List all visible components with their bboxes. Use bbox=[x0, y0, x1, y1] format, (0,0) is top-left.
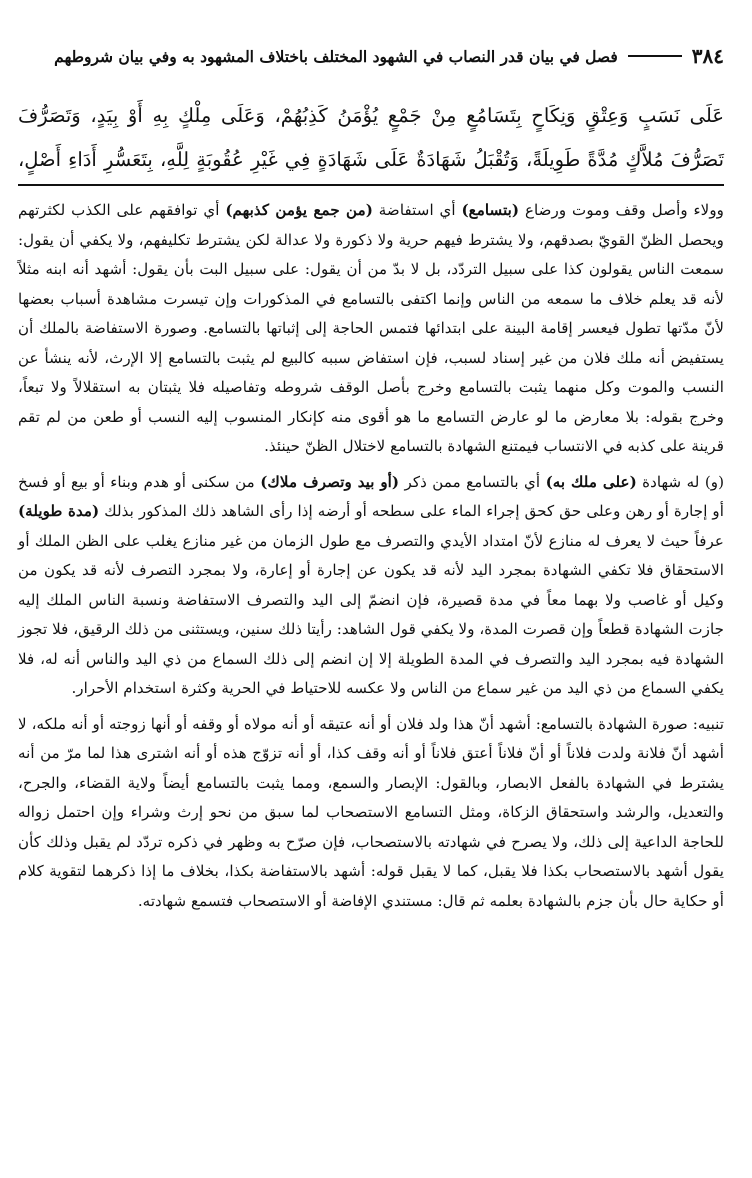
matn-quote: (من جمع يؤمن كذبهم) bbox=[225, 201, 373, 219]
book-page bbox=[18, 0, 724, 1178]
matn-line: تَصَرُّفَ مُلاَّكٍ مُدَّةً طَوِيلَةً، وَتُقْبَلُ شَهَادَةٌ عَلَى شَهَادَةٍ فِي غَيْرِ عُقُوبَةٍ لِلَّهِ، بِتَعَسُّرِ أَدَاءِ أَصْلٍ، bbox=[18, 148, 724, 171]
matn-text bbox=[18, 94, 724, 182]
page-header bbox=[18, 44, 724, 68]
matn-quote: (مدة طويلة) bbox=[18, 502, 100, 520]
matn-quote: (بتسامع) bbox=[461, 201, 520, 219]
commentary-run: أي استفاضة bbox=[372, 201, 462, 219]
commentary-run: تنبيه: صورة الشهادة بالتسامع: أشهد أنّ هذا ولد فلان أو أنه عتيقه أو أنه مولاه أو وقفه أو أنها زوجته أو أنه ملكه، لا أشهد أنّ فلانة ولدت فلاناً أو أنّ فلاناً أعتق فلاناً أو أنه وقف كذا، أو أنه تزوّج هذه أو أنه اشترى هذا لما مرّ من أنه يشترط في الشهادة بالفعل الابصار، وبالقول: الإبصار والسمع، ومما يثبت بالتسامع أيضاً ولاية القضاء، والجرح، والتعديل، والرشد واستحقاق الزكاة، ومثل التسامع الاستصحاب لما سبق من نحو إرث وشراء وإن احتمل زواله للحاجة الداعية إلى ذلك، ولا يصرح في شهادته بالاستصحاب، فإن صرّح به وظهر في ذكره تردّد لم يقبل وذلك كأن يقول أشهد بالاستصحاب بكذا فلا يقبل، كما لا يقبل قوله: أشهد بالاستفاضة بكذا، بخلاف ما إذا ذكرهما لتقوية كلام أو حكاية حال بأن جزم بالشهادة بعلمه ثم قال: مستندي الإفاضة أو الاستصحاب فتسمع شهادته. bbox=[18, 714, 724, 910]
matn-divider bbox=[18, 184, 724, 186]
commentary-paragraph bbox=[18, 710, 724, 917]
commentary-run: أي توافقهم على الكذب لكثرتهم ويحصل الظنّ القويّ بصدقهم، ولا يشترط فيهم حرية ولا ذكورة ولا عدالة لكن يشترط تكليفهم، ولا يكفي أن يقول: سمعت الناس يقولون كذا على سبيل التردّد، بل لا بدّ من أن يقول: على سبيل البت بأن يقول: أشهد أنه ابنه مثلاً لأنه قد يعلم خلاف ما سمعه من الناس وإنما اكتفى بالتسامع في المذكورات وإن تيسرت مشاهدة أسباب بعضها لأنّ مدّتها تطول فيعسر إقامة البينة على ابتدائها فتمس الحاجة إلى إثباتها بالتسامع. وصورة الاستفاضة بالملك أن يستفيض أنه ملك فلان من غير إسناد لسبب، فإن استفاض سببه كالبيع لم يثبت بالتسامع إلا الإرث، لأنه ينشأ عن النسب والموت وكل منهما يثبت بالتسامع وخرج بأصل الوقف شروطه وتفاصيله فلا يثبتان به استقلالاً ولا تبعاً، وخرج بقوله: بلا معارض ما لو عارض التسامع ما هو أقوى منه كإنكار المنسوب إليه النسب أو طعن من لم تقم قرينة على كذبه في الانتساب فيمتنع الشهادة بالتسامع لاختلال الظنّ حينئذ. bbox=[18, 201, 724, 455]
commentary-paragraph bbox=[18, 468, 724, 704]
commentary-run: وولاء وأصل وقف وموت ورضاع bbox=[519, 201, 724, 219]
page-number: ٣٨٤ bbox=[691, 44, 724, 68]
commentary-paragraph bbox=[18, 196, 724, 462]
commentary-run: (و) له شهادة bbox=[636, 472, 725, 491]
commentary-run: من سكنى أو هدم وبناء أو بيع أو فسخ أو إجارة أو رهن وعلى حق كحق إجراء الماء على سطحه أو أرضه إذا رأى الشاهد ذلك المذكور بذلك bbox=[18, 472, 724, 520]
matn-quote: (أو بيد وتصرف ملاك) bbox=[260, 472, 400, 491]
commentary-text bbox=[18, 196, 724, 916]
matn-quote: (على ملك به) bbox=[545, 472, 637, 491]
header-rule bbox=[628, 55, 682, 57]
commentary-run: عرفاً حيث لا يعرف له منازع لأنّ امتداد الأيدي والتصرف مع طول الزمان من غير منازع يغلب على الظن الملك أو الاستحقاق فلا تكفي الشهادة بمجرد اليد لأنه قد يكون عن إجارة أو إعارة، ولا بمجرد التصرف لأنه قد يكون من وكيل أو غاصب ولا بهما معاً في مدة قصيرة، فإن انضمّ إلى اليد والتصرف الاستفاضة ونسبة الناس الملك إليه جازت الشهادة قطعاً وإن قصرت المدة، ولا يكفي قول الشاهد: رأيتا ذلك سنين، ويستثنى من ذلك الرقيق، فلا تجوز الشهادة فيه بمجرد اليد والتصرف في المدة الطويلة إلا إن انضم إلى ذلك السماع من ذي اليد والناس أنه له، فلا يكفي السماع من ذي اليد من غير سماع من الناس ولا عكسه للاحتياط في الحرية وكثرة استخدام الأحرار. bbox=[18, 531, 724, 697]
matn-line: عَلَى نَسَبٍ وَعِتْقٍ وَنِكَاحٍ بِتَسَامُعٍ مِنْ جَمْعٍ يُؤْمَنُ كَذِبُهُمْ، وَعَلَى مِلْكٍ بِهِ أَوْ بِيَدٍ، وَتَصَرُّفَ bbox=[18, 104, 724, 127]
running-title: فصل في بيان قدر النصاب في الشهود المختلف باختلاف المشهود به وفي بيان شروطهم bbox=[54, 46, 618, 66]
commentary-run: أي بالتسامع ممن ذكر bbox=[399, 472, 546, 491]
